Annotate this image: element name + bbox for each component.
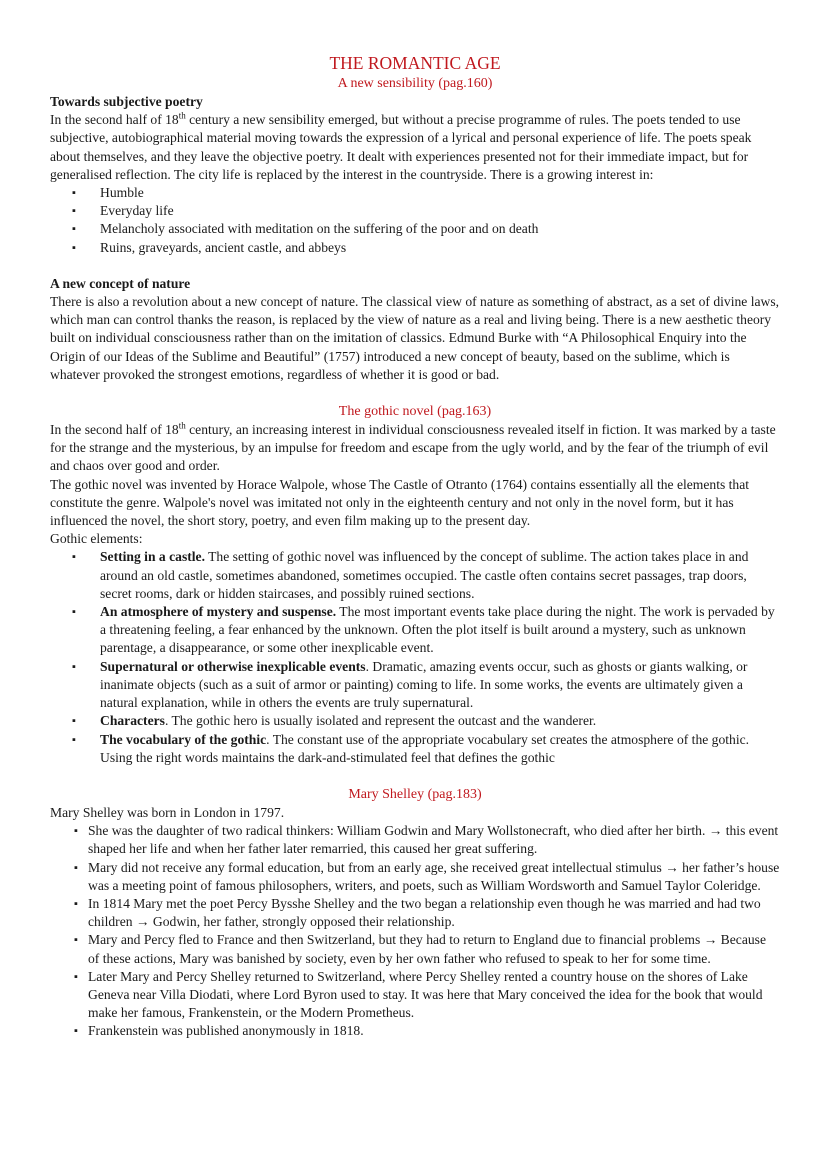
list-item: ▪ Frankenstein was published anonymously in 1818. — [50, 1022, 780, 1040]
list-item: ▪ In 1814 Mary met the poet Percy Bysshe Shelley and the two began a relationship even though he was married and had two children → Godwin, her father, strongly opposed their relationship. — [50, 895, 780, 931]
section-heading-gothic-novel: The gothic novel (pag.163) — [338, 404, 492, 420]
list-item: ▪ Ruins, graveyards, ancient castle, and abbeys — [50, 239, 780, 257]
list-item: ▪ Melancholy associated with meditation on the suffering of the poor and on death — [50, 220, 780, 238]
gothic-elements-label: Gothic elements: — [50, 531, 143, 547]
section-heading-nature: A new concept of nature — [50, 275, 191, 291]
paragraph-mary-intro: Mary Shelley was born in London in 1797. — [50, 804, 285, 820]
list-item: ▪ The vocabulary of the gothic. The constant use of the appropriate vocabulary set creates the atmosphere of the gothic. Using the right words maintains the dark-and-stimulated feel that defines the gothic — [50, 731, 780, 767]
paragraph-gothic-intro: In the second half of 18th century, an increasing interest in individual consciousness revealed itself in fiction. It was marked by a taste for the strange and the mysterious, by an impulse for freedom and escape from the ugly world, and by the fear of the triumph of evil and chaos over good and order. — [50, 420, 776, 474]
list-item: ▪ Humble — [50, 184, 780, 202]
list-item: ▪ Setting in a castle. The setting of gothic novel was influenced by the concept of sublime. The action takes place in and around an old castle, sometimes abandoned, sometimes occupied. The castle often contains secret passages, trap doors, secret rooms, dark or hidden staircases, and possibly ruined sections. — [50, 548, 780, 603]
list-item: ▪ Mary did not receive any formal education, but from an early age, she received great intellectual stimulus → her father’s house was a meeting point of famous philosophers, writers, and poets, such as William Wordsworth and Samuel Taylor Coleridge. — [50, 859, 780, 895]
gothic-elements-list — [50, 548, 780, 766]
list-item: ▪ Supernatural or otherwise inexplicable events. Dramatic, amazing events occur, such as ghosts or giants walking, or inanimate objects (such as a suit of armor or painting) coming to life. In some works, the events are ultimately given a natural explanation, while in others the events are truly supernatural. — [50, 658, 780, 713]
interest-list — [50, 184, 780, 257]
section-heading-mary-shelley: Mary Shelley (pag.183) — [348, 786, 482, 802]
list-item: ▪ Later Mary and Percy Shelley returned to Switzerland, where Percy Shelley rented a country house on the shores of Lake Geneva near Villa Diodati, where Lord Byron used to stay. It was here that Mary conceived the idea for the book that would make her famous, Frankenstein, or the Modern Prometheus. — [50, 968, 780, 1023]
section-heading-subjective-poetry: Towards subjective poetry — [50, 94, 203, 109]
list-item: ▪ Characters. The gothic hero is usually isolated and represent the outcast and the wanderer. — [50, 712, 780, 730]
document-page — [50, 52, 780, 1041]
list-item: ▪ Everyday life — [50, 202, 780, 220]
list-item: ▪ Mary and Percy fled to France and then Switzerland, but they had to return to England due to financial problems → Because of these actions, Mary was banished by society, even by her own father who refused to speak to her for some time. — [50, 931, 780, 967]
paragraph-walpole: The gothic novel was invented by Horace Walpole, whose The Castle of Otranto (1764) contains essentially all the elements that constitute the genre. Walpole's novel was imitated not only in the eighteenth century and not only in the novel form, but it has influenced the novel, the short story, poetry, and even film making up to the present day. — [50, 476, 750, 529]
mary-shelley-list — [50, 822, 780, 1040]
paragraph-nature: There is also a revolution about a new concept of nature. The classical view of nature as something of abstract, as a set of divine laws, which man can control thanks the reason, is replaced by the view of nature as a real and living being. There is a new aesthetic theory built on individual consciousness rather than on the imitation of classics. Edmund Burke with “A Philosophical Enquiry into the Origin of our Ideas of the Sublime and Beautiful” (1757) introduced a new concept of beauty, based on the sublime, which is whatever provoked the strongest emotions, regardless of whether it is good or bad. — [50, 294, 780, 382]
paragraph-subjective-poetry: In the second half of 18th century a new sensibility emerged, but without a precise programme of rules. The poets tended to use subjective, autobiographical material moving towards the expression of a lyrical and personal experience of life. The poets speak about themselves, and they leave the objective poetry. It dealt with experiences presented not for their immediate impact, but for generalised reflection. The city life is replaced by the interest in the countryside. There is a growing interest in: — [50, 110, 752, 182]
page-title: THE ROMANTIC AGE — [329, 53, 501, 73]
list-item: ▪ She was the daughter of two radical thinkers: William Godwin and Mary Wollstonecraft, who died after her birth. → this event shaped her life and when her father later remarried, this caused her great suffering. — [50, 822, 780, 858]
page-subtitle: A new sensibility (pag.160) — [337, 76, 493, 91]
list-item: ▪ An atmosphere of mystery and suspense. The most important events take place during the night. The work is pervaded by a threatening feeling, a fear enhanced by the unknown. Often the plot itself is built around a mystery, such as unknown parentage, a disappearance, or some other inexplicable event. — [50, 603, 780, 658]
